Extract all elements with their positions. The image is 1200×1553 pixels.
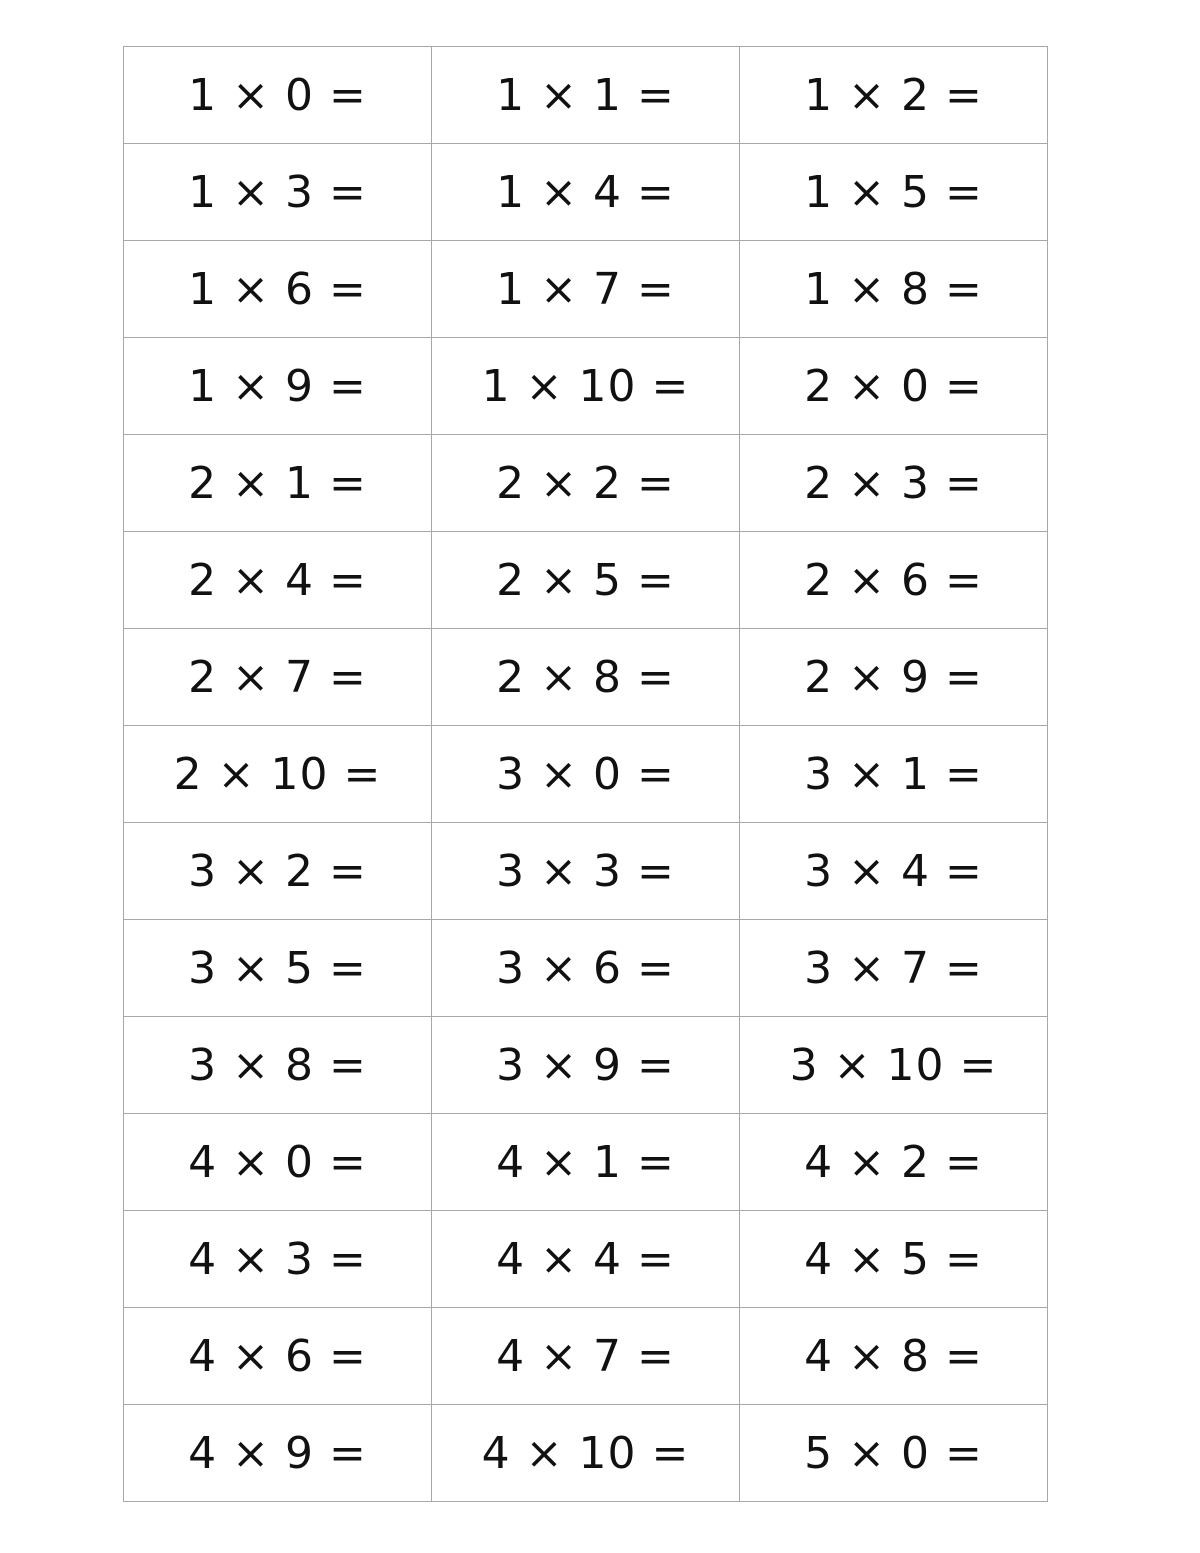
table-row <box>124 629 1048 726</box>
problem-cell: 1 × 7 = <box>432 241 740 338</box>
problem-cell: 4 × 3 = <box>124 1211 432 1308</box>
problem-cell: 1 × 0 = <box>124 47 432 144</box>
problem-cell: 4 × 8 = <box>740 1308 1048 1405</box>
problem-cell: 1 × 5 = <box>740 144 1048 241</box>
table-row <box>124 1405 1048 1502</box>
table-row <box>124 47 1048 144</box>
table-row <box>124 1017 1048 1114</box>
problem-cell: 1 × 3 = <box>124 144 432 241</box>
problem-cell: 1 × 1 = <box>432 47 740 144</box>
problem-cell: 3 × 4 = <box>740 823 1048 920</box>
problem-cell: 4 × 4 = <box>432 1211 740 1308</box>
problem-cell: 2 × 1 = <box>124 435 432 532</box>
problem-cell: 1 × 10 = <box>432 338 740 435</box>
problem-cell: 1 × 8 = <box>740 241 1048 338</box>
problem-cell: 2 × 10 = <box>124 726 432 823</box>
worksheet <box>123 46 1045 1495</box>
table-row <box>124 435 1048 532</box>
problem-cell: 4 × 5 = <box>740 1211 1048 1308</box>
table-row <box>124 1114 1048 1211</box>
problem-cell: 2 × 8 = <box>432 629 740 726</box>
problem-cell: 4 × 7 = <box>432 1308 740 1405</box>
problem-cell: 2 × 2 = <box>432 435 740 532</box>
problem-cell: 2 × 0 = <box>740 338 1048 435</box>
problem-cell: 2 × 3 = <box>740 435 1048 532</box>
problem-cell: 1 × 2 = <box>740 47 1048 144</box>
table-row <box>124 1308 1048 1405</box>
table-row <box>124 726 1048 823</box>
problem-cell: 1 × 4 = <box>432 144 740 241</box>
problem-cell: 2 × 4 = <box>124 532 432 629</box>
problem-cell: 2 × 9 = <box>740 629 1048 726</box>
problem-cell: 1 × 6 = <box>124 241 432 338</box>
problem-cell: 3 × 2 = <box>124 823 432 920</box>
problem-cell: 4 × 9 = <box>124 1405 432 1502</box>
table-row <box>124 920 1048 1017</box>
problem-cell: 3 × 5 = <box>124 920 432 1017</box>
problem-cell: 1 × 9 = <box>124 338 432 435</box>
problem-cell: 2 × 7 = <box>124 629 432 726</box>
table-row <box>124 532 1048 629</box>
problem-cell: 5 × 0 = <box>740 1405 1048 1502</box>
problem-cell: 3 × 6 = <box>432 920 740 1017</box>
problem-cell: 3 × 9 = <box>432 1017 740 1114</box>
problem-cell: 4 × 2 = <box>740 1114 1048 1211</box>
problem-cell: 3 × 1 = <box>740 726 1048 823</box>
problem-cell: 4 × 6 = <box>124 1308 432 1405</box>
problem-cell: 2 × 5 = <box>432 532 740 629</box>
problem-cell: 2 × 6 = <box>740 532 1048 629</box>
problem-cell: 4 × 10 = <box>432 1405 740 1502</box>
problem-cell: 3 × 0 = <box>432 726 740 823</box>
problem-cell: 3 × 3 = <box>432 823 740 920</box>
table-row <box>124 144 1048 241</box>
multiplication-table <box>123 46 1048 1502</box>
problem-cell: 3 × 7 = <box>740 920 1048 1017</box>
multiplication-table-body <box>124 47 1048 1502</box>
problem-cell: 3 × 10 = <box>740 1017 1048 1114</box>
table-row <box>124 241 1048 338</box>
problem-cell: 3 × 8 = <box>124 1017 432 1114</box>
problem-cell: 4 × 1 = <box>432 1114 740 1211</box>
table-row <box>124 1211 1048 1308</box>
problem-cell: 4 × 0 = <box>124 1114 432 1211</box>
table-row <box>124 338 1048 435</box>
table-row <box>124 823 1048 920</box>
